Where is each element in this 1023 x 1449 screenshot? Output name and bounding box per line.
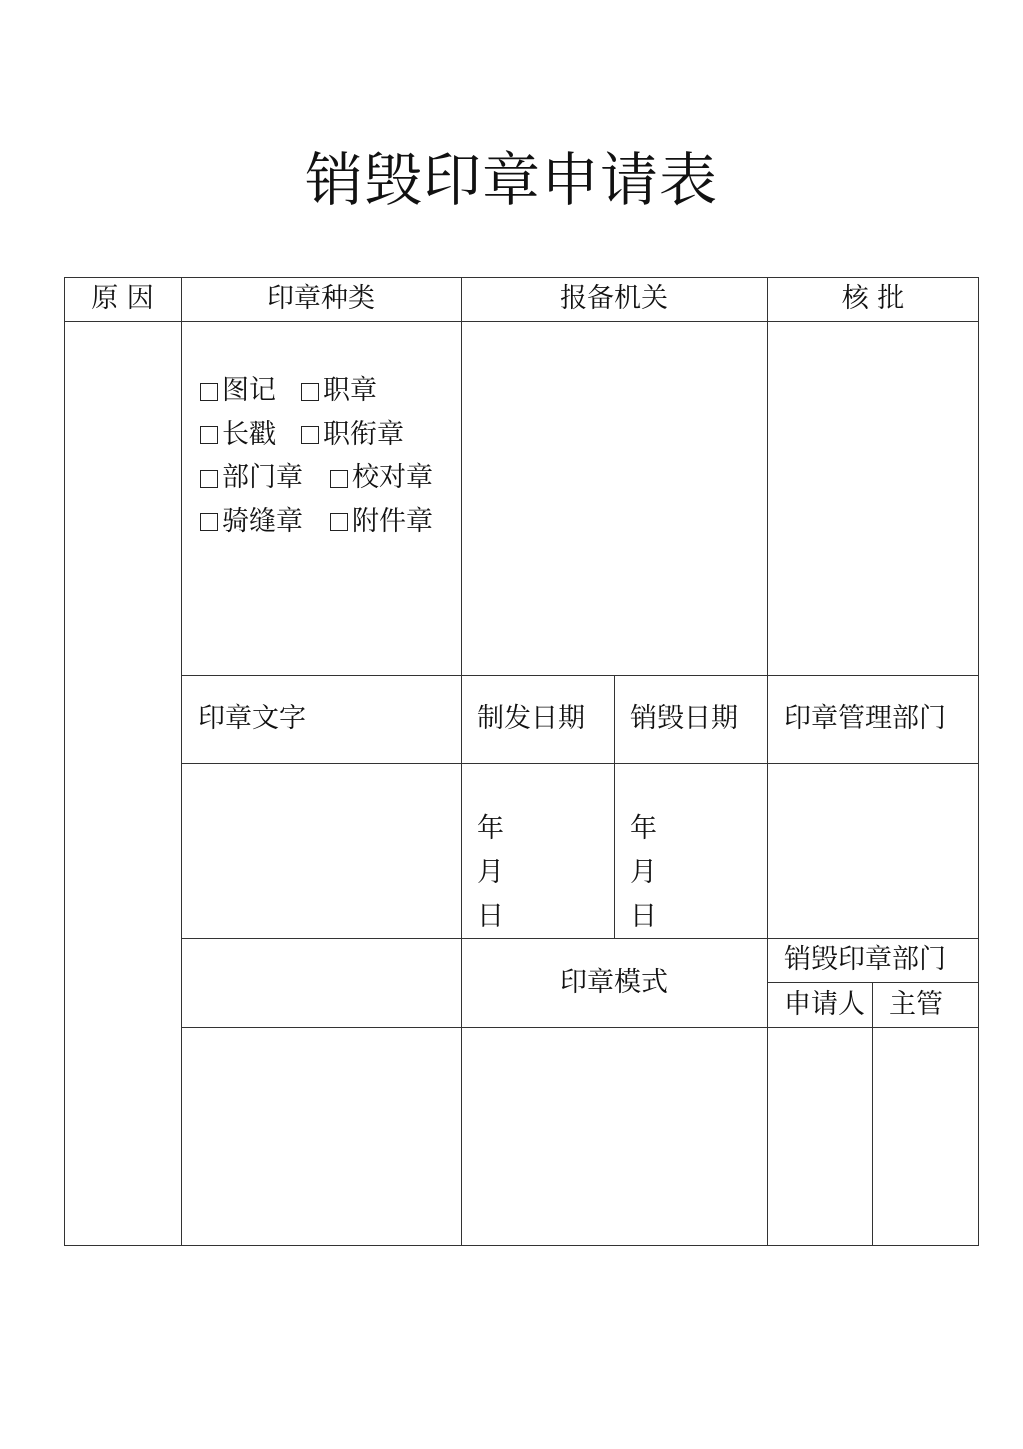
row-divider [181,763,979,764]
seal-type-option[interactable]: 校对章 [330,456,433,500]
seal-type-option[interactable]: 附件章 [330,500,433,544]
seal-type-option-row [200,413,433,457]
issue-date-field[interactable] [477,807,504,939]
seal-type-option[interactable]: 职衔章 [301,413,404,457]
label-seal-pattern: 印章模式 [560,966,668,998]
label-destroy-dept: 销毁印章部门 [784,944,946,975]
seal-type-option[interactable]: 职章 [301,369,377,413]
issue-date-month: 月 [477,857,504,888]
column-divider [181,277,182,1246]
checkbox-icon[interactable] [330,470,348,488]
table-border-right [978,277,979,1246]
row-divider [181,1027,979,1028]
destroy-date-year: 年 [630,813,657,844]
destroy-date-month: 月 [630,857,657,888]
seal-type-option[interactable]: 长戳 [200,413,301,457]
destroy-date-day: 日 [630,901,657,932]
table-border-left [64,277,65,1246]
table-border-bottom [64,1245,979,1246]
label-issue-date: 制发日期 [477,703,585,734]
column-divider [872,982,873,1246]
header-seal-type: 印章种类 [267,283,375,314]
checkbox-icon[interactable] [330,513,348,531]
seal-type-option-row [200,456,433,500]
header-approval: 核 批 [841,283,905,314]
checkbox-icon[interactable] [301,383,319,401]
page-title: 销毁印章申请表 [304,146,718,214]
application-form-table [64,277,979,1246]
checkbox-icon[interactable] [200,470,218,488]
seal-type-option[interactable]: 部门章 [200,456,330,500]
checkbox-icon[interactable] [200,426,218,444]
checkbox-icon[interactable] [200,513,218,531]
label-seal-text: 印章文字 [198,703,306,734]
issue-date-day: 日 [477,901,504,932]
label-supervisor: 主管 [889,988,943,1020]
label-applicant: 申请人 [784,988,865,1020]
column-divider [767,277,768,1246]
header-reason: 原 因 [91,283,154,314]
column-divider [461,277,462,1246]
checkbox-icon[interactable] [200,383,218,401]
seal-type-options [200,369,433,543]
label-destroy-date: 销毁日期 [630,703,738,734]
seal-type-option-row [200,500,433,544]
header-divider [64,321,979,322]
seal-type-option[interactable]: 骑缝章 [200,500,330,544]
issue-date-year: 年 [477,813,504,844]
destroy-date-field[interactable] [630,807,657,939]
header-authority: 报备机关 [560,283,668,314]
label-mgmt-dept: 印章管理部门 [784,703,946,734]
seal-type-option-row [200,369,433,413]
column-divider [614,675,615,938]
seal-type-option[interactable]: 图记 [200,369,301,413]
checkbox-icon[interactable] [301,426,319,444]
